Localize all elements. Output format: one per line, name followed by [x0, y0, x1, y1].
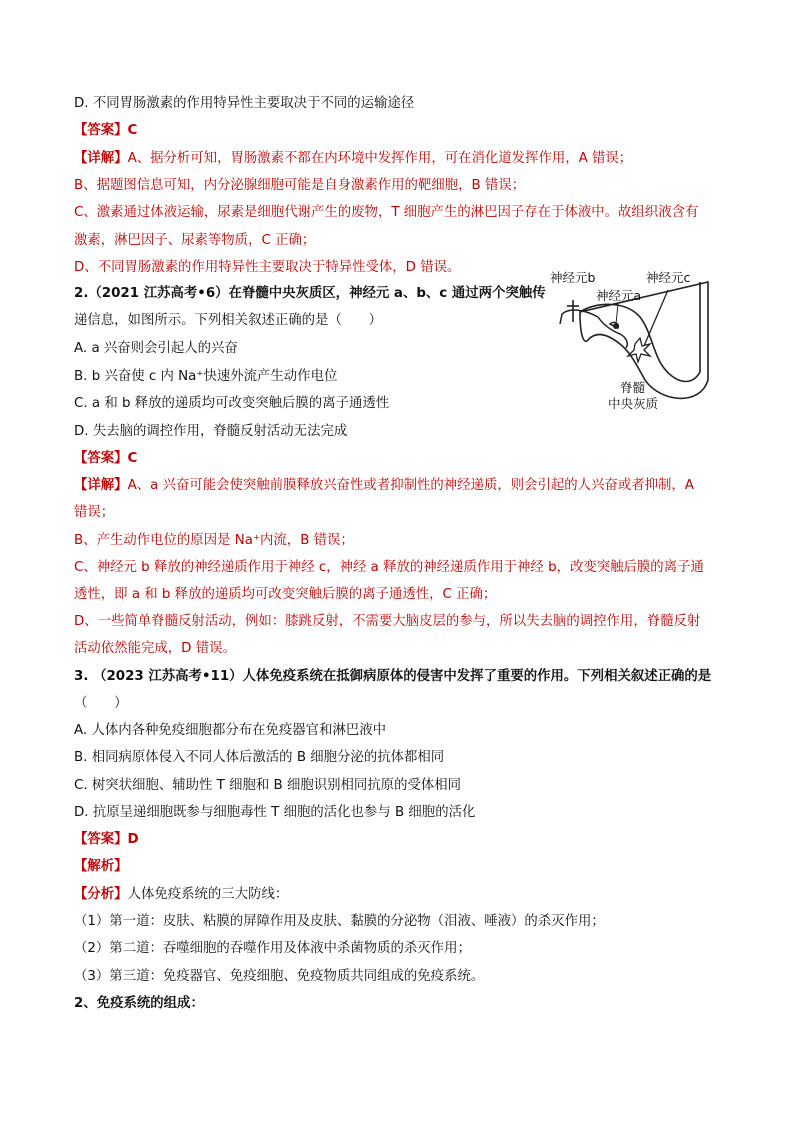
text-line-l7: [74, 258, 460, 278]
text-line-l30: [74, 885, 288, 905]
label-central-gray: 中央灰质: [608, 396, 659, 411]
text-segment: B、产生动作电位的原因是 Na⁺内流，B 错误；: [74, 533, 354, 548]
text-line-l3: [74, 149, 632, 169]
text-segment: C. a 和 b 释放的递质均可改变突触后膜的离子通透性: [74, 396, 390, 411]
text-line-l28: [74, 830, 139, 850]
text-segment: 【答案】D: [74, 832, 139, 847]
label-neuron-a: 神经元a: [596, 288, 642, 303]
text-segment: D. 抗原呈递细胞既参与细胞毒性 T 细胞的活化也参与 B 细胞的活化: [74, 805, 476, 820]
text-segment: （1）第一道：皮肤、粘膜的屏障作用及皮肤、黏膜的分泌物（泪液、唾液）的杀灭作用；: [74, 914, 605, 929]
text-segment: （3）第三道：免疫器官、免疫细胞、免疫物质共同组成的免疫系统。: [74, 969, 485, 984]
text-line-l15: [74, 476, 694, 496]
text-line-l1: [74, 94, 414, 114]
text-line-l18: [74, 558, 704, 578]
text-line-l29: [74, 857, 128, 877]
text-segment: 活动依然能完成，D 错误。: [74, 641, 236, 656]
text-line-l20: [74, 612, 700, 632]
neuron-a-body: [598, 317, 627, 348]
text-line-l9: [74, 311, 382, 331]
text-segment: A. a 兴奋则会引起人的兴奋: [74, 341, 238, 356]
text-segment: 错误；: [74, 505, 115, 520]
text-line-l21: [74, 639, 236, 659]
text-line-l34: [74, 994, 204, 1014]
text-line-l11: [74, 367, 337, 387]
neuron-diagram: [540, 262, 730, 412]
text-segment: 2.（2021 江苏高考•6）在脊髓中央灰质区，神经元 a、b、c 通过两个突触传: [74, 286, 546, 301]
text-segment: D. 失去脑的调控作用，脊髓反射活动无法完成: [74, 424, 348, 439]
text-line-l12: [74, 394, 389, 414]
label-spinal-cord: 脊髓: [620, 380, 646, 395]
text-segment: D、一些简单脊髓反射活动，例如：膝跳反射，不需要大脑皮层的参与，所以失去脑的调控作用，脊髓反射: [74, 614, 701, 629]
text-segment: A. 人体内各种免疫细胞都分布在免疫器官和淋巴液中: [74, 723, 387, 738]
text-line-l14: [74, 449, 137, 469]
text-segment: C、神经元 b 释放的神经递质作用于神经 c，神经 a 释放的神经递质作用于神经 b，改变突触后膜的离子通: [74, 560, 704, 575]
text-segment: （ ）: [74, 696, 128, 711]
text-segment: 3. （2023 江苏高考•11）人体免疫系统在抵御病原体的侵害中发挥了重要的作用。下列相关叙述正确的是: [74, 669, 712, 684]
text-segment: （2）第二道：吞噬细胞的吞噬作用及体液中杀菌物质的杀灭作用；: [74, 941, 471, 956]
label-neuron-b: 神经元b: [550, 270, 596, 285]
text-line-l16: [74, 503, 114, 523]
text-line-l6: [74, 231, 315, 251]
text-segment: 人体免疫系统的三大防线：: [127, 887, 289, 902]
text-line-l5: [74, 203, 698, 223]
text-line-l8: [74, 284, 546, 304]
text-segment: B. 相同病原体侵入不同人体后激活的 B 细胞分泌的抗体都相同: [74, 750, 445, 765]
text-segment: 【答案】C: [74, 123, 138, 138]
text-segment: 【分析】: [74, 887, 128, 902]
text-line-l33: [74, 967, 484, 987]
label-neuron-c: 神经元c: [646, 270, 691, 285]
text-line-l27: [74, 803, 475, 823]
text-line-l26: [74, 776, 461, 796]
text-segment: D、不同胃肠激素的作用特异性主要取决于特异性受体，D 错误。: [74, 260, 461, 275]
text-line-l4: [74, 176, 525, 196]
text-line-l13: [74, 422, 347, 442]
text-segment: 【详解】: [74, 151, 128, 166]
text-line-l25: [74, 748, 444, 768]
text-line-l17: [74, 531, 354, 551]
text-segment: D. 不同胃肠激素的作用特异性主要取决于不同的运输途径: [74, 96, 415, 111]
text-segment: A、a 兴奋可能会使突触前膜释放兴奋性或者抑制性的神经递质，则会引起的人兴奋或者抑制，A: [127, 478, 694, 493]
text-line-l23: [74, 694, 128, 714]
text-segment: C. 树突状细胞、辅助性 T 细胞和 B 细胞识别相同抗原的受体相同: [74, 778, 462, 793]
text-segment: B. b 兴奋使 c 内 Na⁺快速外流产生动作电位: [74, 369, 338, 384]
text-line-l19: [74, 585, 496, 605]
text-segment: B、据题图信息可知，内分泌腺细胞可能是自身激素作用的靶细胞，B 错误；: [74, 178, 526, 193]
text-line-l22: [74, 667, 711, 687]
text-segment: 透性，即 a 和 b 释放的递质均可改变突触后膜的离子通透性，C 正确；: [74, 587, 497, 602]
text-line-l10: [74, 339, 238, 359]
neuron-b-axon: [560, 310, 598, 324]
text-segment: C、激素通过体液运输，尿素是细胞代谢产生的废物，T 细胞产生的淋巴因子存在于体液中。故组织液含有: [74, 205, 699, 220]
text-segment: A、据分析可知，胃肠激素不都在内环境中发挥作用，可在消化道发挥作用，A 错误；: [127, 151, 633, 166]
text-segment: 递信息，如图所示。下列相关叙述正确的是（ ）: [74, 313, 382, 328]
text-line-l31: [74, 912, 605, 932]
neuron-c-cell: [628, 338, 650, 362]
text-segment: 【答案】C: [74, 451, 138, 466]
text-segment: 【详解】: [74, 478, 128, 493]
text-line-l32: [74, 939, 471, 959]
text-segment: 2、免疫系统的组成：: [74, 996, 204, 1011]
text-segment: 【解析】: [74, 859, 128, 874]
text-line-l24: [74, 721, 386, 741]
neuron-c-axon: [644, 290, 668, 346]
text-segment: 激素，淋巴因子、尿素等物质，C 正确；: [74, 233, 316, 248]
text-line-l2: [74, 121, 137, 141]
